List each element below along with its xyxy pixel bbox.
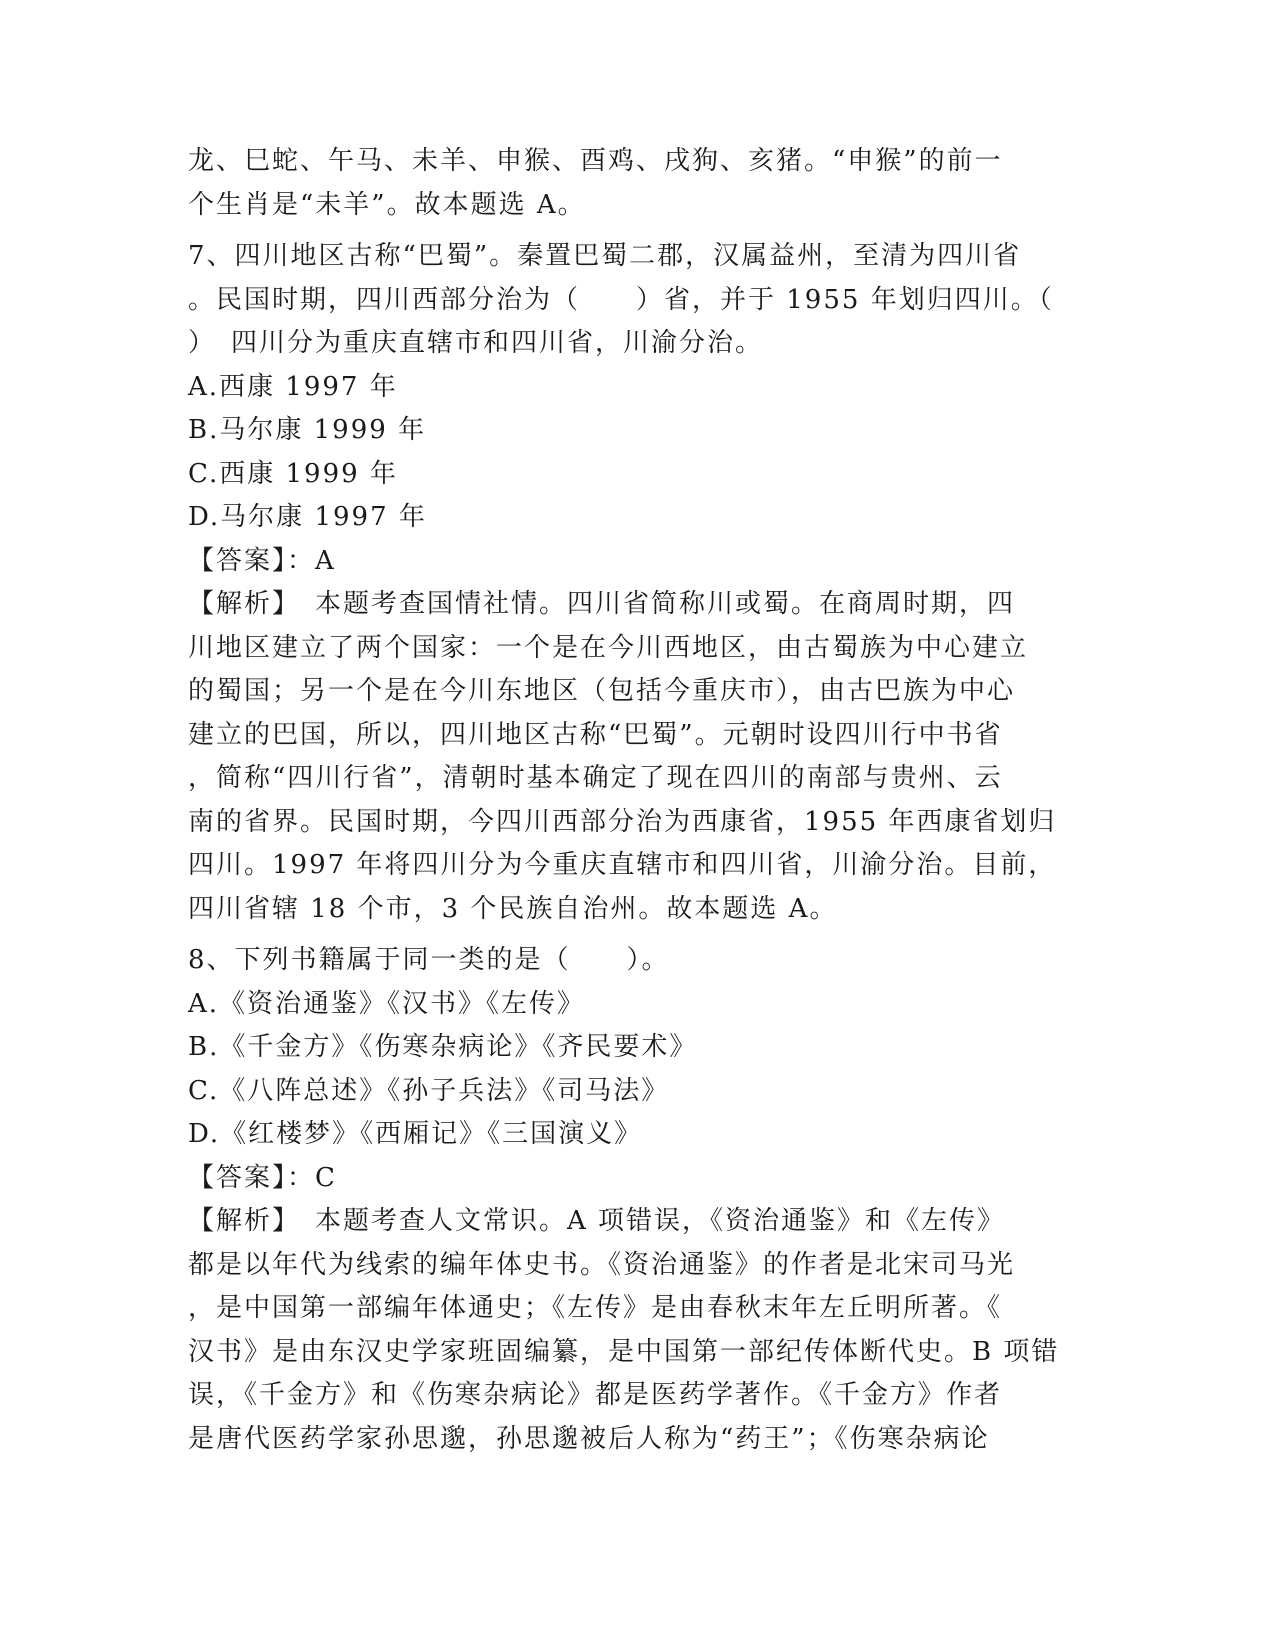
- option-a: A.西康 1997 年: [188, 371, 398, 402]
- explanation-line: 都是以年代为线索的编年体史书。《资治通鉴》的作者是北宋司马光: [188, 1249, 1016, 1280]
- text-line: 龙、巳蛇、午马、未羊、申猴、酉鸡、戌狗、亥猪。“申猴”的前一: [188, 146, 1003, 176]
- option-d: D.马尔康 1997 年: [188, 502, 427, 532]
- explanation-line: 的蜀国；另一个是在今川东地区（包括今重庆市），由古巴族为中心: [188, 676, 1016, 706]
- previous-explanation: [188, 140, 1088, 227]
- explanation-line: 南的省界。民国时期，今四川西部分治为西康省，1955 年西康省划归: [188, 806, 1057, 837]
- option-c: C.《八阵总述》《孙子兵法》《司马法》: [188, 1075, 670, 1106]
- answer: 【答案】：C: [188, 1162, 337, 1193]
- document-page: [188, 140, 1088, 1461]
- explanation-line: ，是中国第一部编年体通史；《左传》是由春秋末年左丘明所著。《: [188, 1293, 1003, 1323]
- option-b: B.马尔康 1999 年: [188, 415, 427, 445]
- explanation-line: 建立的巴国，所以，四川地区古称“巴蜀”。元朝时设四川行中书省: [188, 719, 1003, 750]
- explanation-line: 是唐代医药学家孙思邈，孙思邈被后人称为“药王”；《伤寒杂病论: [188, 1423, 990, 1454]
- explanation-line: 汉书》是由东汉史学家班固编纂，是中国第一部纪传体断代史。B 项错: [188, 1336, 1060, 1367]
- question-stem: 7、四川地区古称“巴蜀”。秦置巴蜀二郡，汉属益州，至清为四川省: [188, 241, 1022, 271]
- explanation-line: ，简称“四川行省”，清朝时基本确定了现在四川的南部与贵州、云: [188, 763, 1003, 793]
- explanation-line: 【解析】 本题考查国情社情。四川省简称川或蜀。在商周时期，四: [188, 589, 1016, 619]
- explanation-line: 川地区建立了两个国家：一个是在今川西地区，由古蜀族为中心建立: [188, 632, 1029, 663]
- explanation-line: 四川省辖 18 个市，3 个民族自治州。故本题选 A。: [188, 893, 838, 924]
- explanation-line: 误，《千金方》和《伤寒杂病论》都是医药学著作。《千金方》作者: [188, 1380, 1003, 1410]
- option-d: D.《红楼梦》《西厢记》《三国演义》: [188, 1119, 643, 1149]
- question-8: [188, 939, 1088, 1461]
- question-stem: 8、下列书籍属于同一类的是（ ）。: [188, 945, 670, 975]
- explanation-line: 【解析】 本题考查人文常识。A 项错误，《资治通鉴》和《左传》: [188, 1206, 1006, 1236]
- answer: 【答案】：A: [188, 545, 336, 576]
- text-line: 个生肖是“未羊”。故本题选 A。: [188, 189, 586, 220]
- question-stem: ） 四川分为重庆直辖市和四川省，川渝分治。: [188, 328, 764, 358]
- option-c: C.西康 1999 年: [188, 458, 398, 489]
- explanation-line: 四川。1997 年将四川分为今重庆直辖市和四川省，川渝分治。目前，: [188, 850, 1057, 880]
- question-stem: 。民国时期，四川西部分治为（ ）省，并于 1955 年划归四川。（: [188, 284, 1054, 315]
- option-a: A.《资治通鉴》《汉书》《左传》: [188, 988, 586, 1019]
- option-b: B.《千金方》《伤寒杂病论》《齐民要术》: [188, 1032, 698, 1062]
- question-7: [188, 235, 1088, 931]
